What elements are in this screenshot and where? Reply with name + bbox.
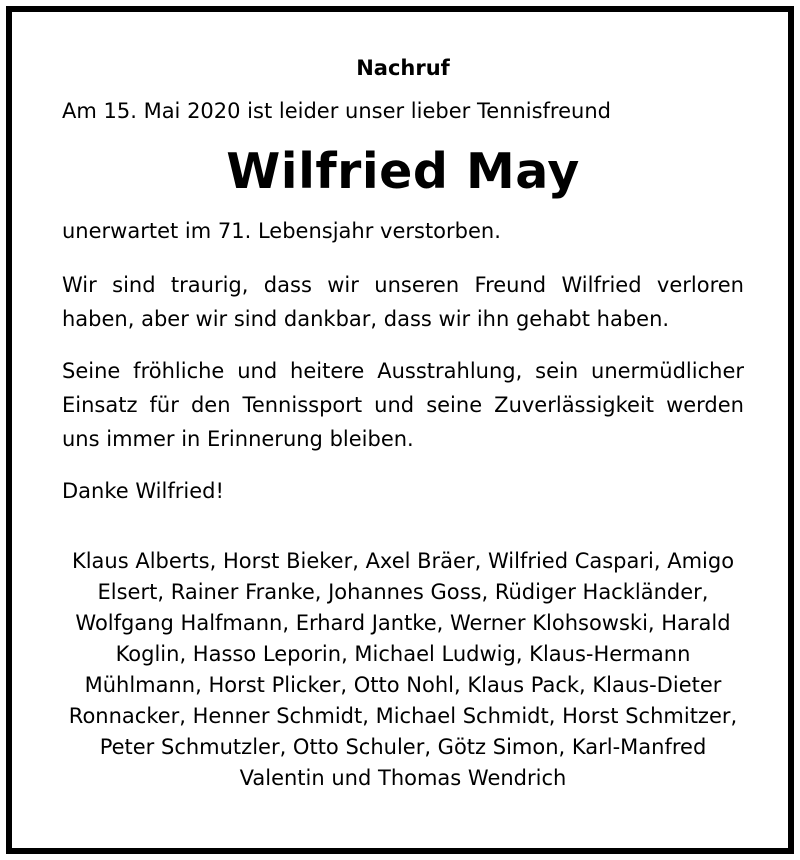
obituary-content bbox=[62, 54, 744, 794]
deceased-name: Wilfried May bbox=[226, 143, 580, 200]
paragraph-memory: Seine fröhliche und heitere Ausstrahlung, sein unermüdlicher Einsatz für den Tennissport und seine Zuverlässigkeit werden uns immer in Erinnerung bleiben. bbox=[62, 359, 744, 451]
obituary-heading: Nachruf bbox=[356, 56, 450, 80]
intro-line: Am 15. Mai 2020 ist leider unser lieber Tennisfreund bbox=[62, 99, 611, 123]
age-line: unerwartet im 71. Lebensjahr verstorben. bbox=[62, 219, 501, 243]
signers-list: Klaus Alberts, Horst Bieker, Axel Bräer, Wilfried Caspari, Amigo Elsert, Rainer Franke, Johannes Goss, Rüdiger Hackländer, Wolfgang Halfmann, Erhard Jantke, Werner Klohsowski, Harald Koglin, Hasso Leporin, Michael Ludwig, Klaus-Hermann Mühlmann, Horst Plicker, Otto Nohl, Klaus Pack, Klaus-Dieter Ronnacker, Henner Schmidt, Michael Schmidt, Horst Schmitzer, Peter Schmutzler, Otto Schuler, Götz Simon, Karl-Manfred Valentin und Thomas Wendrich bbox=[68, 549, 738, 790]
paragraph-sadness: Wir sind traurig, dass wir unseren Freund Wilfried verloren haben, aber wir sind dankbar, dass wir ihn gehabt haben. bbox=[62, 273, 744, 331]
thanks-line: Danke Wilfried! bbox=[62, 479, 224, 503]
obituary-frame bbox=[6, 6, 794, 854]
